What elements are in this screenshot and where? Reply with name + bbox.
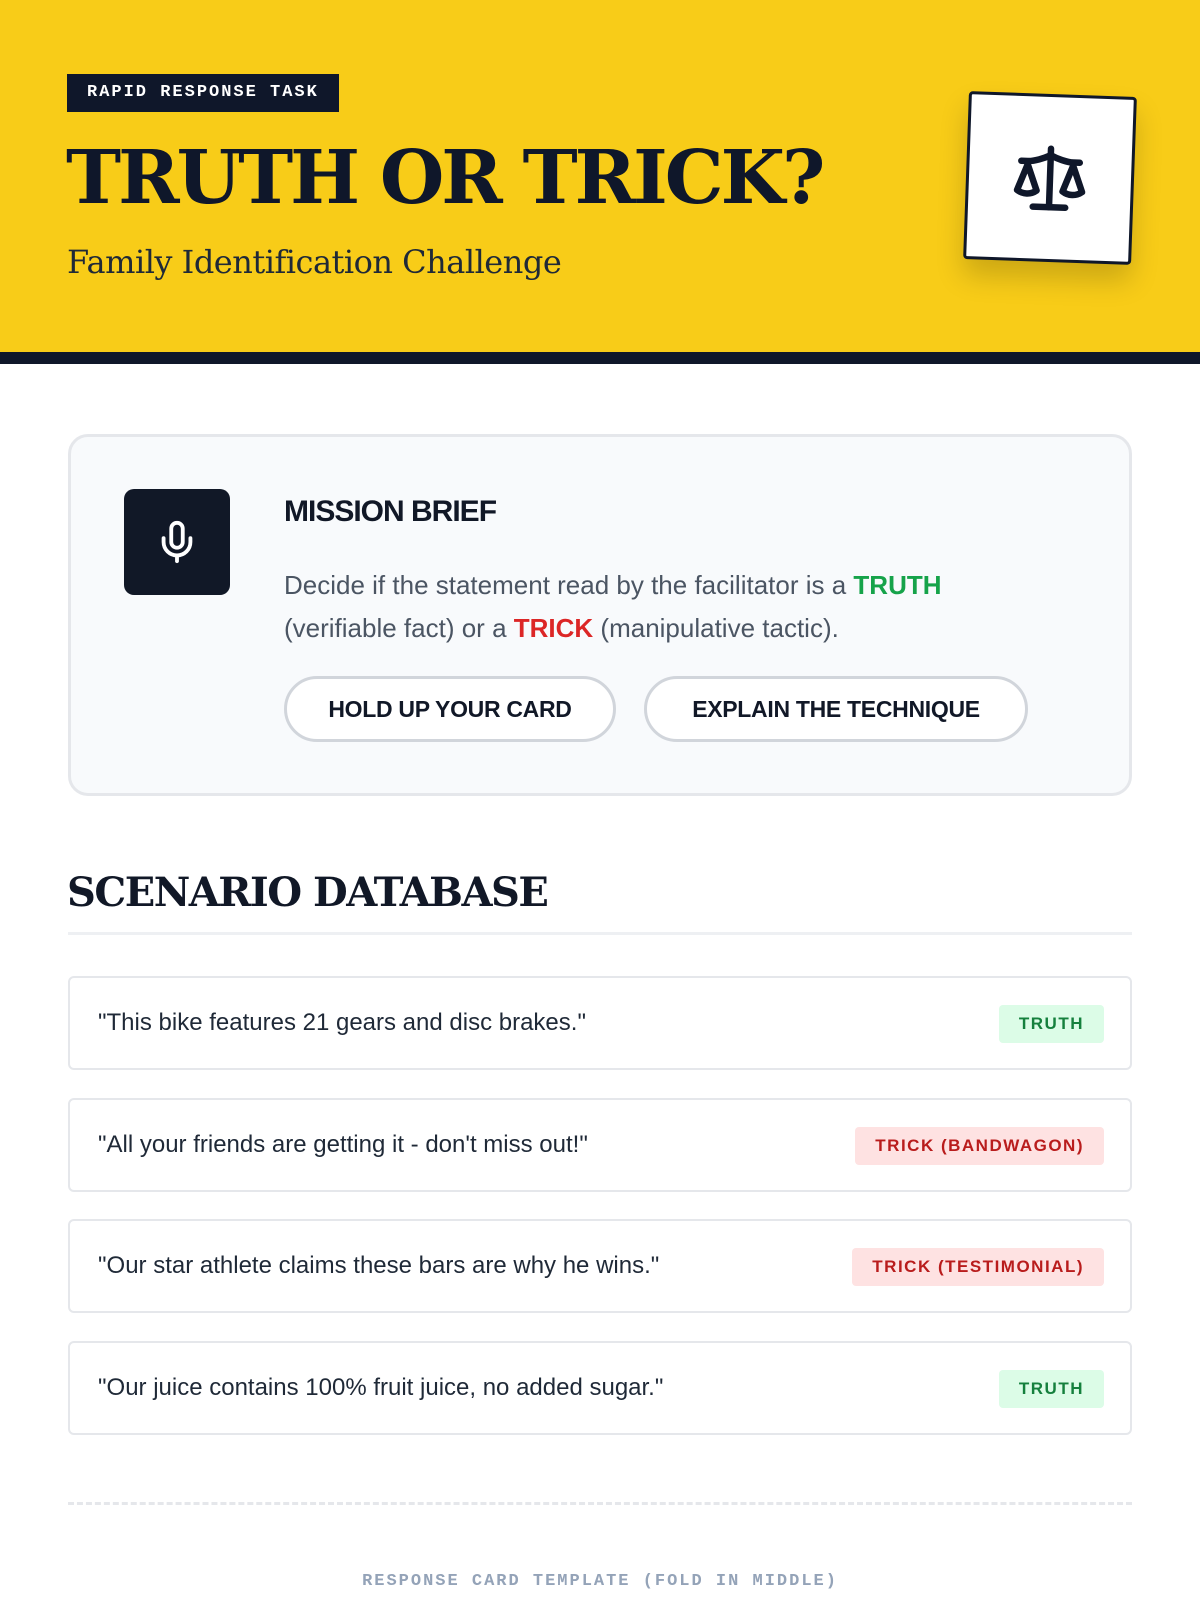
explain-technique-button[interactable]: EXPLAIN THE TECHNIQUE bbox=[644, 676, 1028, 742]
verdict-badge: TRICK (TESTIMONIAL) bbox=[852, 1248, 1104, 1286]
scenario-statement: "Our star athlete claims these bars are why he wins." bbox=[98, 1252, 660, 1279]
brief-text-end: (manipulative tactic). bbox=[593, 613, 839, 643]
scales-logo-card bbox=[963, 91, 1137, 265]
microphone-icon-box bbox=[124, 489, 230, 595]
scenario-row bbox=[68, 1219, 1132, 1313]
fold-divider bbox=[68, 1502, 1132, 1505]
page-title: TRUTH OR TRICK? bbox=[66, 135, 823, 221]
scenario-statement: "Our juice contains 100% fruit juice, no added sugar." bbox=[98, 1374, 664, 1401]
scales-icon bbox=[1010, 138, 1091, 219]
mission-brief-text bbox=[284, 564, 1044, 650]
brief-text-middle: (verifiable fact) or a bbox=[284, 613, 514, 643]
header-banner bbox=[0, 0, 1200, 364]
scenario-database-title: SCENARIO DATABASE bbox=[67, 869, 548, 916]
truth-highlight: TRUTH bbox=[853, 570, 942, 600]
verdict-badge: TRUTH bbox=[999, 1005, 1104, 1043]
response-card-template-label: RESPONSE CARD TEMPLATE (FOLD IN MIDDLE) bbox=[362, 1572, 838, 1591]
page-subtitle: Family Identification Challenge bbox=[67, 243, 562, 281]
hold-up-card-button[interactable]: HOLD UP YOUR CARD bbox=[284, 676, 616, 742]
scenario-row bbox=[68, 976, 1132, 1070]
brief-text-start: Decide if the statement read by the facilitator is a bbox=[284, 570, 854, 600]
verdict-badge: TRUTH bbox=[999, 1370, 1104, 1408]
mission-brief-title: MISSION BRIEF bbox=[284, 495, 497, 528]
scenario-row bbox=[68, 1098, 1132, 1192]
scenario-row bbox=[68, 1341, 1132, 1435]
trick-highlight: TRICK bbox=[513, 613, 594, 643]
microphone-icon bbox=[154, 519, 200, 565]
scenario-statement: "This bike features 21 gears and disc brakes." bbox=[98, 1009, 586, 1036]
verdict-badge: TRICK (BANDWAGON) bbox=[855, 1127, 1104, 1165]
task-tag: RAPID RESPONSE TASK bbox=[67, 74, 339, 112]
scenario-statement: "All your friends are getting it - don't miss out!" bbox=[98, 1131, 588, 1158]
section-divider bbox=[68, 932, 1132, 935]
